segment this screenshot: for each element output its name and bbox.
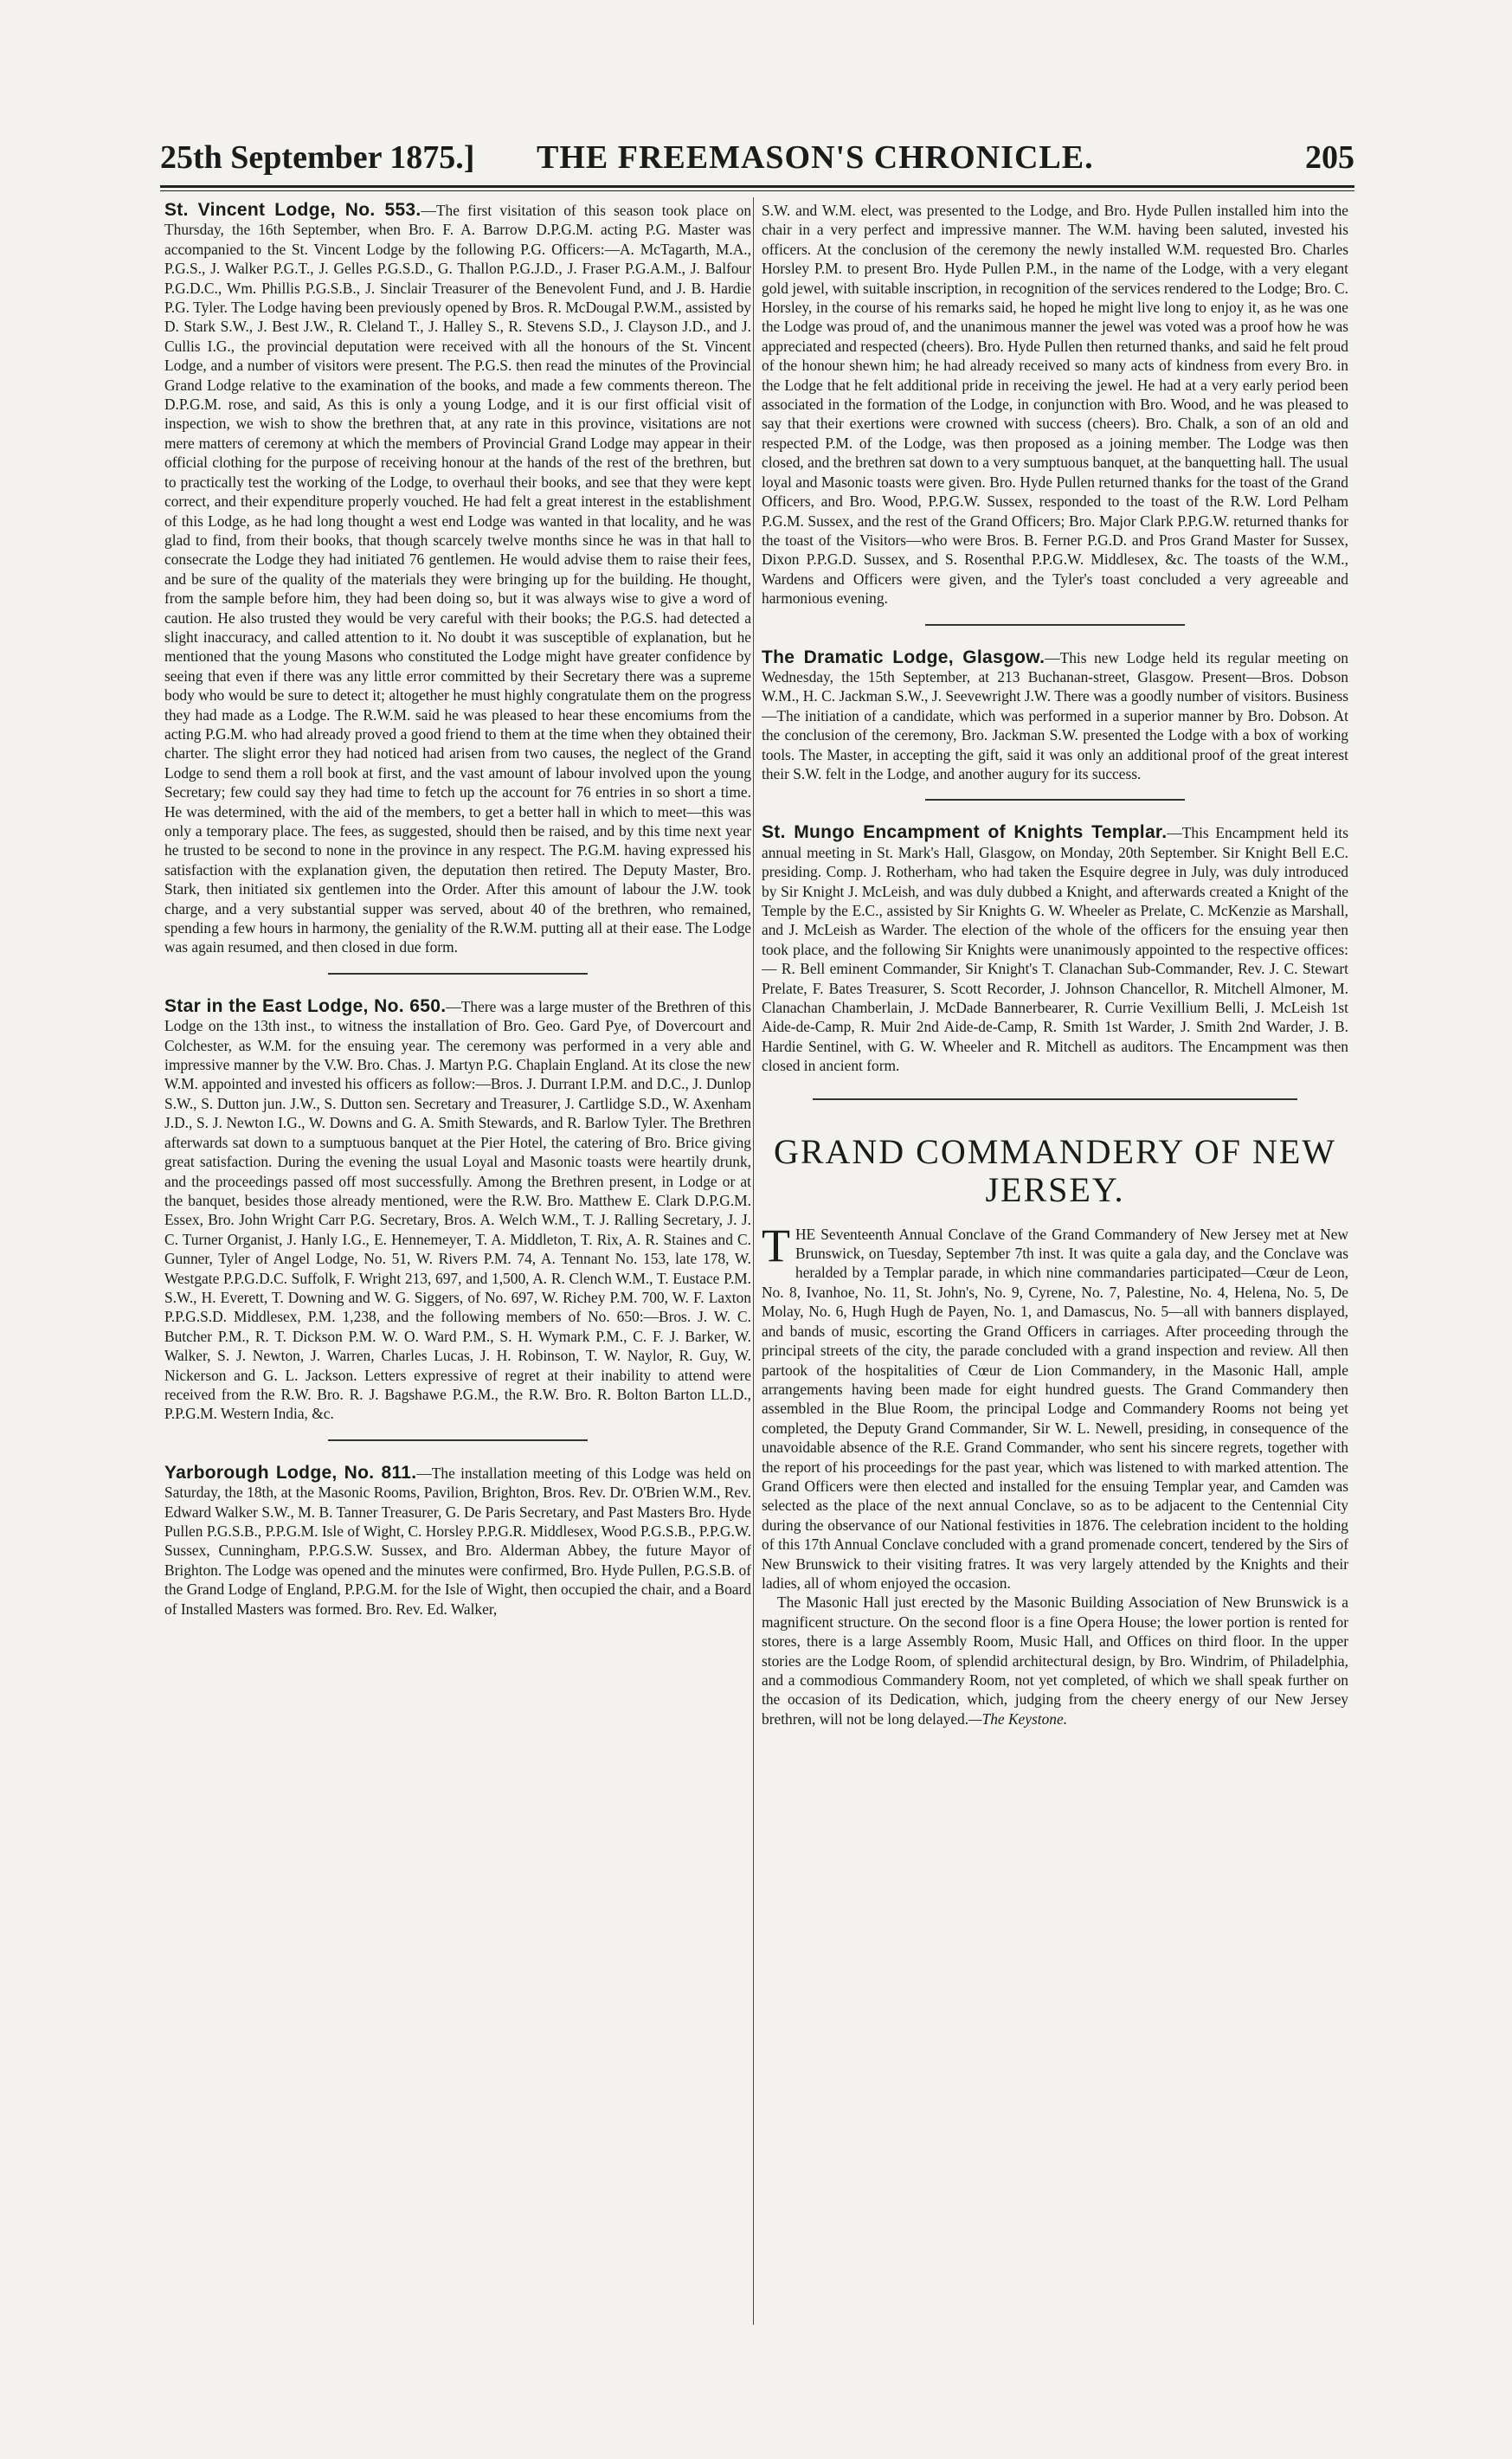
article-yarborough-lodge — [164, 1464, 751, 1619]
article-heading: St. Mungo Encampment of Knights Templar. — [762, 822, 1168, 843]
article-st-vincent-lodge — [164, 201, 751, 957]
right-column — [762, 201, 1348, 1728]
section-title: GRAND COMMANDERY OF NEW JERSEY. — [773, 1131, 1337, 1209]
issue-date: 25th September 1875.] — [160, 139, 475, 176]
article-body: HE Seventeenth Annual Conclave of the Grand Commandery of New Jersey met at New Brunswick, on Tuesday, September 7th inst. It was quite a gala day, and the Conclave was heralded by a Templar parade, in which nine commandaries participated—Cœur de Leon, No. 8, Ivanhoe, No. 11, St. John's, No. 9, Cyrene, No. 7, Palestine, No. 4, Helena, No. 5, De Molay, No. 6, Hugh Hugh de Payen, No. 1, and Damascus, No. 5—all with banners displayed, and bands of music, escorting the Grand Officers in carriages. After proceeding through the principal streets of the city, the parade concluded with a grand inspection and review. All then partook of the hospitalities of Cœur de Lion Commandery, in the Masonic Hall, ample arrangements having been made for eight hundred guests. The Grand Commandery then assembled in the Blue Room, the principal Lodge and Commandery Rooms not being yet completed, the Deputy Grand Commander, Sir W. L. Newell, presiding, in consequence of the unavoidable absence of the R.E. Grand Commander, who sent his sincere regrets, together with the report of his proceedings for the past year, which was listened to with marked attention. The Grand Officers were then elected and installed for the ensuing Templar year, and Camden was selected as the place of the next annual Conclave, so as to be adjacent to the Centennial City during the observance of our National festivities in 1876. The celebration incident to the holding of this 17th Annual Conclave concluded with a grand promenade concert, tendered by the Sirs of New Brunswick to their visiting fratres. It was very largely attended by the Knights and their ladies, all of whom enjoyed the occasion. — [762, 1225, 1348, 1592]
article-source-credit: —The Keystone. — [968, 1709, 1068, 1728]
article-yarborough-continuation: S.W. and W.M. elect, was presented to the Lodge, and Bro. Hyde Pullen installed him into the chair in a very perfect and impressive manner. The W.M. having been saluted, invested his officers. At the conclusion of the ceremony the newly installed W.M. requested Bro. Charles Horsley P.M. to present Bro. Hyde Pullen P.M., in the name of the Lodge, with a very elegant gold jewel, with suitable inscription, in recognition of the services rendered to the Lodge; Bro. C. Horsley, in the course of his remarks said, he hoped he might live long to enjoy it, as he was one the Lodge was proud of, and the unanimous manner the jewel was voted was a proof how he was appreciated and respected (cheers). Bro. Hyde Pullen then returned thanks, and said he felt proud of the honour shewn him; he had already received so many acts of kindness from every Bro. in the Lodge that he felt additional pride in receiving the jewel. He had at a very early period been associated in the formation of the Lodge, in conjunction with Bro. Wood, and he was pleased to say that their exertions were crowned with success (cheers). Bro. Chalk, a son of an old and respected P.M. of the Lodge, was then proposed as a joining member. The Lodge was then closed, and the brethren sat down to a very sumptuous banquet, at the banquetting hall. The usual loyal and Masonic toasts were given. Bro. Hyde Pullen returned thanks for the toast of the Grand Officers, and Bro. Wood, P.P.G.W. Sussex, responded to the toast of the R.W. Lord Pelham P.G.M. Sussex, and the rest of the Grand Officers; Bro. Major Clark P.P.G.W. returned thanks for the toast of the Visitors—who were Bros. B. Ferner P.G.D. and Pros Grand Master for Sussex, Dixon P.P.G.D. Sussex, and S. Rosenthal P.P.G.W. Middlesex, &c. The toasts of the W.M., Wardens and Officers were given, and the Tyler's toast concluded a very agreeable and harmonious evening. — [762, 202, 1348, 608]
masthead — [160, 138, 1354, 183]
article-separator — [328, 973, 588, 975]
article-body: —There was a large muster of the Brethren of this Lodge on the 13th inst., to witness the installation of Bro. Geo. Gard Pye, of Dovercourt and Colchester, as W.M. for the ensuing year. The ceremony was performed in a very able and impressive manner by the V.W. Bro. Chas. J. Martyn P.G. Chaplain England. At its close the new W.M. appointed and invested his officers as follow:—Bros. J. Durrant I.P.M. and D.C., J. Dunlop S.W., S. Dutton jun. J.W., S. Dutton sen. Secretary and Treasurer, J. Cartlidge S.D., W. Axenham J.D., S. J. Newton I.G., W. Downs and G. A. Smith Stewards, and R. Barlow Tyler. The Brethren afterwards sat down to a sumptuous banquet at the Pier Hotel, the catering of Bro. Brice giving great satisfaction. During the evening the usual Loyal and Masonic toasts were heartily drunk, and the proceedings passed off most successfully. Among the Brethren present, in Lodge or at the banquet, besides those already mentioned, were the R.W. Bro. Matthew E. Clark D.P.G.M. Essex, Bro. John Wright Carr P.G. Secretary, Bros. A. Welch W.M., T. J. Ralling Secretary, J. J. C. Turner Organist, J. Hanly I.G., E. Hennemeyer, T. A. Middleton, T. Rix, A. R. Staines and C. Gunner, Tyler of Angel Lodge, No. 51, W. Rivers P.M. 74, A. Tennant No. 153, late 178, W. Westgate P.P.G.D.C. Suffolk, F. Wright 213, 697, and 1,500, A. R. Clench W.M., T. Eustace P.M. S.W., H. Everett, T. Downing and W. G. Siggers, of No. 697, W. Richey P.M. 700, W. F. Laxton P.P.G.S.D. Middlesex, P.M. 1,238, and the following members of No. 650:—Bros. J. W. C. Butcher P.M., R. T. Dickson P.M. W. O. Ward P.M., S. H. Wymark P.M., C. F. J. Barker, W. Walker, S. J. Newton, J. Warren, Charles Lucas, J. H. Robinson, T. W. Naylor, R. Guy, W. Nickerson and G. L. Jackson. Letters expressive of regret at their inability to attend were received from the R.W. Bro. R. J. Bagshawe P.G.M., the R.W. Bro. R. Bolton Barton LL.D., P.P.G.M. Western India, &c. — [164, 997, 751, 1423]
article-body: —The installation meeting of this Lodge was held on Saturday, the 18th, at the Masonic Rooms, Pavilion, Brighton, Bros. Rev. Dr. O'Brien W.M., Rev. Edward Walker S.W., M. B. Tanner Treasurer, G. De Paris Secretary, and Past Masters Bro. Hyde Pullen P.G.S.B., P.P.G.M. Isle of Wight, C. Horsley P.P.G.R. Middlesex, Wood P.G.S.B., P.P.G.W. Sussex, Cunningham, P.P.G.S.W. Sussex, and Bro. Alderman Abbey, the future Mayor of Brighton. The Lodge was opened and the minutes were confirmed, Bro. Hyde Pullen, P.G.S.B. of the Grand Lodge of England, P.P.G.M. for the Isle of Wight, then occupied the chair, and a Board of Installed Masters was formed. Bro. Rev. Ed. Walker, — [164, 1464, 751, 1618]
page-number: 205 — [1305, 139, 1354, 176]
article-st-mungo-encampment — [762, 823, 1348, 1075]
article-heading: St. Vincent Lodge, No. 553. — [164, 200, 421, 220]
masthead-rule-thick — [160, 185, 1354, 188]
article-dramatic-lodge — [762, 648, 1348, 784]
drop-cap: T — [762, 1219, 790, 1271]
article-separator — [328, 1439, 588, 1441]
article-heading: Yarborough Lodge, No. 811. — [164, 1462, 417, 1483]
left-column — [164, 201, 751, 1619]
article-body: —This new Lodge held its regular meeting on Wednesday, the 15th September, at 213 Buchanan-street, Glasgow. Present—Bros. Dobson W.M., H. C. Jackman S.W., J. Seevewright J.W. There was a goodly number of visitors. Business—The initiation of a candidate, which was performed in a superior manner by Bro. Dobson. At the conclusion of the ceremony, Bro. Jackman S.W. presented the Lodge with a box of working tools. The Master, in accepting the gift, said it was only an additional proof of the great interest their S.W. felt in the Lodge, and another augury for its success. — [762, 648, 1349, 782]
section-separator — [813, 1098, 1297, 1100]
article-star-in-the-east-lodge — [164, 997, 751, 1424]
article-separator — [925, 799, 1185, 801]
article-body: —This Encampment held its annual meeting in St. Mark's Hall, Glasgow, on Monday, 20th September. Sir Knight Bell E.C. presiding. Comp. J. Rotherham, who had taken the Esquire degree in July, was duly introduced by Sir Knight J. McLeish, and was duly dubbed a Knight, and afterwards created a Knight of the Temple by the E.C., assisted by Sir Knights G. W. Wheeler as Prelate, C. McKenzie as Marshall, and J. McLeish as Warder. The election of the whole of the officers for the ensuing year then took place, and the following Sir Knights were unanimously appointed to the respective offices:— R. Bell eminent Commander, Sir Knight's T. Clanachan Sub-Commander, Rev. J. C. Stewart Prelate, F. Bates Treasurer, S. Scott Recorder, J. Johnson Chancellor, R. Mitchell Almoner, M. Clanachan Chamberlain, J. McDade Bannerbearer, R. Currie Vexillium Belli, J. McLeish 1st Aide-de-Camp, R. Muir 2nd Aide-de-Camp, R. Smith 1st Warder, J. Smith 2nd Warder, J. B. Hardie Sentinel, with G. W. Wheeler and R. Mitchell as auditors. The Encampment was then closed in ancient form. — [762, 824, 1348, 1075]
publication-title: THE FREEMASON'S CHRONICLE. — [537, 139, 1094, 176]
article-body: The Masonic Hall just erected by the Masonic Building Association of New Brunswick is a magnificent structure. On the second floor is a fine Opera House; the lower portion is rented for stores, there is a large Assembly Room, Music Hall, and Offices on third floor. In the upper stories are the Lodge Room, of splendid architectural design, by Bro. Windrim, of Philadelphia, and a commodious Commandery Room, not yet completed, of which we shall speak further on the occasion of its Dedication, which, judging from the cheery energy of our New Jersey brethren, will not be long delayed. — [762, 1593, 1348, 1728]
column-divider — [753, 197, 754, 2325]
article-separator — [925, 624, 1185, 626]
article-grand-commandery-para-1 — [762, 1219, 1348, 1593]
article-heading: Star in the East Lodge, No. 650. — [164, 995, 447, 1016]
article-body: —The first visitation of this season took place on Thursday, the 16th September, when Bro. F. A. Barrow D.P.G.M. acting P.G. Master was accompanied to the St. Vincent Lodge by the following P.G. Officers:—A. McTagarth, M.A., P.G.S., J. Walker P.G.T., J. Gelles P.G.S.D., G. Thallon P.G.J.D., J. Fraser P.G.A.M., J. Balfour P.G.D.C., Wm. Phillis P.G.S.B., J. Sinclair Treasurer of the Benevolent Fund, and J. B. Hardie P.G. Tyler. The Lodge having been previously opened by Bros. R. McDougal P.W.M., assisted by D. Stark S.W., J. Best J.W., R. Cleland T., J. Halley S., R. Stevens S.D., J. Clayson J.D., and J. Cullis I.G., the provincial deputation were received with all the honours of the St. Vincent Lodge, and a number of visitors were present. The P.G.S. then read the minutes of the Provincial Grand Lodge relative to the examination of the books, and made a few comments thereon. The D.P.G.M. rose, and said, As this is only a young Lodge, and it is our first official visit of inspection, we wish to show the brethren that, at any rate in this province, visitations are not mere matters of ceremony at which the members of Provincial Grand Lodge may appear in their official clothing for the purpose of receiving honour at the hands of the rest of the brethren, but to practically test the working of the Lodge, to overhaul their books, and see that they were kept correct, and their expenditure properly vouched. He had felt a great interest in the establishment of this Lodge, as he had long thought a west end Lodge was wanted in that locality, and he was glad to find, from their books, that though scarcely twelve months since he was in that hall to consecrate the Lodge they had initiated 76 gentlemen. He would advise them to raise their fees, and be sure of the quality of the materials they were bringing up for the building. He thought, from the sample before him, they had been doing so, but it was always wise to give a word of caution. He also trusted they would be very careful with their books; the P.G.S. had detected a slight inaccuracy, and called attention to it. No doubt it was susceptible of explanation, but he mentioned that the young Masons who constituted the Lodge might have greater confidence by seeing that even if there was any little error committed by their Secretary there was a supreme body who would be sure to detect it; altogether he must highly congratulate them on the progress they had made as a Lodge. The R.W.M. said he was pleased to hear these encomiums from the acting P.G.M. who had already proved a good friend to them at the time when they obtained their charter. The slight error they had noticed had arisen from two causes, the neglect of the Grand Lodge to send them a roll book at first, and the vast amount of labour involved upon the young Secretary; few could say they had time to fetch up the account for 76 entries in so short a time. He was determined, with the aid of the members, to get a better hall in which to meet—this was only a temporary place. The fees, as suggested, should then be raised, and by this time next year he trusted to be second to none in the province in any respect. The P.G.M. having expressed his satisfaction with the explanation given, the deputation then retired. The Deputy Master, Bro. Stark, then initiated six gentlemen into the Order. After this amount of labour the J.W. took charge, and a very substantial supper was served, about 40 of the brethren, who remained, spending a few hours in harmony, the geniality of the R.W.M. putting all at their ease. The Lodge was again resumed, and then closed in due form. — [164, 202, 752, 956]
article-grand-commandery-para-2 — [762, 1593, 1348, 1728]
article-heading: The Dramatic Lodge, Glasgow. — [762, 647, 1046, 667]
masthead-rule-thin — [160, 190, 1354, 191]
